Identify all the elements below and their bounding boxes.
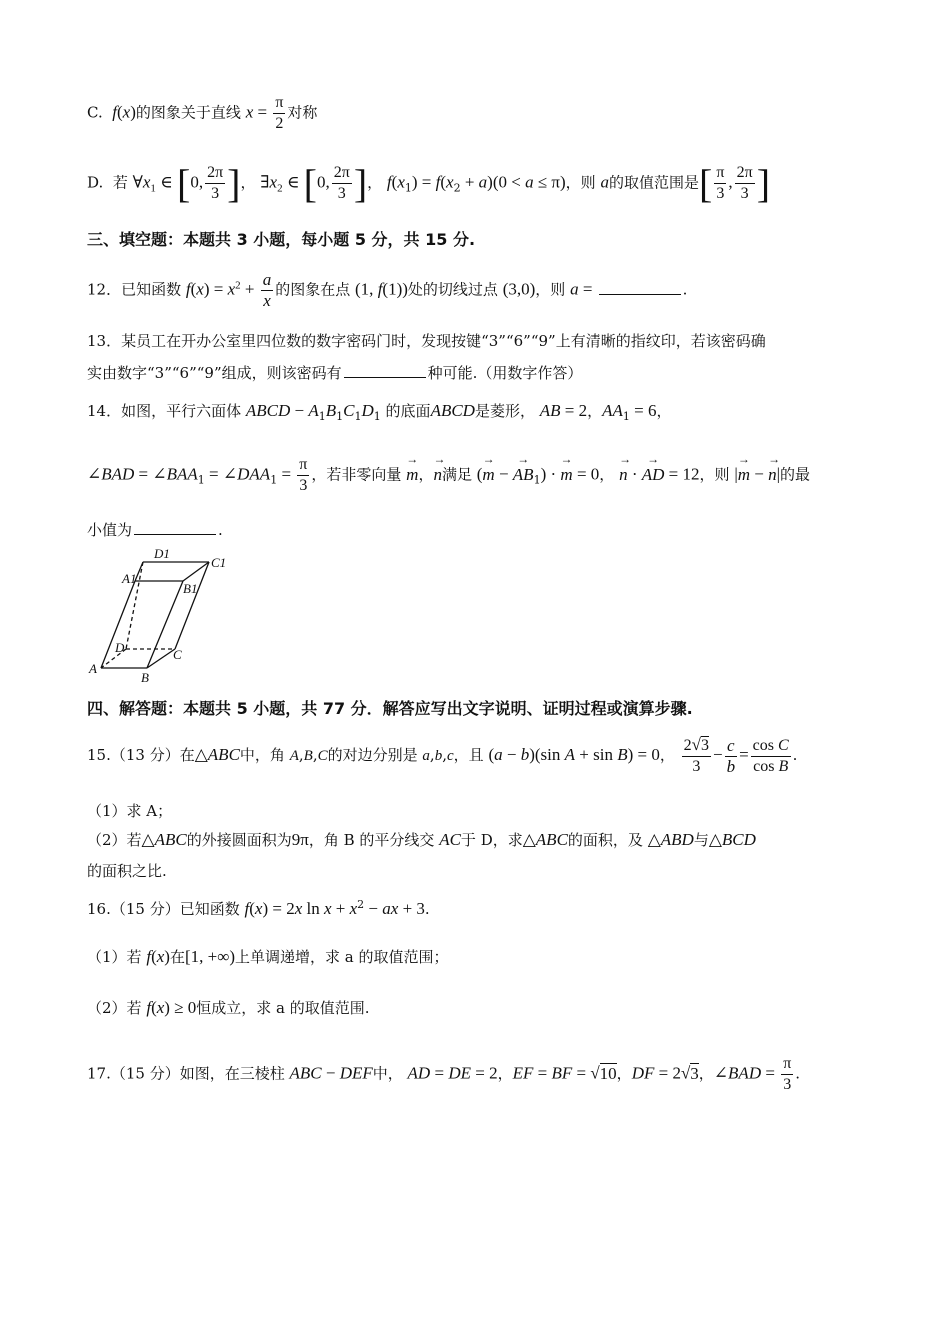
question-13-line1: 13．某员工在开办公室里四位数的数字密码门时，发现按键“3”“6”“9”上有清晰的指纹印，若该密码确 bbox=[87, 332, 766, 350]
question-13-line2: 实由数字“3”“6”“9”组成，则该密码有 种可能.（用数字作答） bbox=[87, 364, 583, 382]
question-14-line2: ∠BAD = $\angle BAA_1$ = $\angle DAA_1$ = $\frac{\pi}{3}$ ，若非零向量 → m，→ n满足 (→ m − → $AB_1$) · → m = 0， → n · → AD = 12，则 |→ m − → n|的最 bbox=[87, 455, 870, 496]
parallelepiped-figure bbox=[86, 545, 236, 685]
question-12: 12．已知函数 $f(x) = x^2$ + $\frac{a}{x}$ 的图象在点 (1, f(1))处的切线过点 (3,0)，则 a = . bbox=[87, 270, 688, 310]
question-15-part1: （1）求 A； bbox=[87, 802, 173, 820]
label-b1: B1 bbox=[183, 581, 198, 596]
question-15: 15.（13 分）在△ABC中，角 A,B,C的对边分别是 a,b,c，且 (a − b)(sin A + sin B) = 0， $\frac{2√3}{3}$ − $\frac{c}{b}$ = $\frac{\text{cos C}}{\text{cos B}}$ . bbox=[87, 735, 798, 776]
question-14-line3: 小值为 . bbox=[87, 521, 223, 539]
question-14-line1: 14．如图，平行六面体 ABCD − $A_1B_1C_1D_1$ 的底面ABCD是菱形， AB = 2，$AA_1 = 6$， bbox=[87, 401, 672, 423]
question-15-part2: （2）若△ABC的外接圆面积为9π，角 B 的平分线交 AC于 D，求△ABC的面积，及 △ABD与△BCD bbox=[87, 830, 756, 849]
answer-blank bbox=[599, 280, 681, 295]
answer-blank bbox=[134, 520, 216, 535]
question-15-part2-end: 的面积之比. bbox=[87, 862, 167, 880]
question-17: 17.（15 分）如图，在三棱柱 ABC − DEF中， AD = DE = 2，EF = BF = √10，DF = 2√3，∠BAD = $\frac{\pi}{3}$ . bbox=[87, 1055, 801, 1093]
label-b: B bbox=[141, 670, 149, 685]
section-4-title: 四、解答题：本题共 5 小题，共 77 分．解答应写出文字说明、证明过程或演算步骤. bbox=[87, 699, 693, 718]
label-c: C bbox=[173, 647, 182, 662]
label-d: D bbox=[115, 640, 125, 655]
question-16: 16.（15 分）已知函数 f(x) = 2x $\ln x + x^2$ − ax + 3. bbox=[87, 898, 430, 918]
label-d1: D1 bbox=[154, 546, 170, 561]
question-16-part2: （2）若 f(x) ≥ 0恒成立，求 a 的取值范围. bbox=[87, 998, 370, 1017]
answer-blank bbox=[344, 363, 426, 378]
option-d: D. 若 $\forall x_1$ ∈ [0, $\frac{2\pi}{3}$ ]， $\exists x_2$ ∈ [0, $\frac{2\pi}{3}$ ]， $f(x_1) = f(x_2 + a)(0 < a \le \pi)$，则 a的取值范围是[ $\frac{\pi}{3}$ , $\frac{2\pi}{3}$ ] bbox=[87, 161, 771, 206]
label-a1: A1 bbox=[122, 571, 137, 586]
question-16-part1: （1）若 f(x)在[1, +∞)上单调递增，求 a 的取值范围； bbox=[87, 947, 449, 966]
section-3-title: 三、填空题：本题共 3 小题，每小题 5 分，共 15 分. bbox=[87, 230, 476, 249]
label-c1: C1 bbox=[211, 555, 227, 570]
label-a: A bbox=[89, 661, 97, 676]
option-c: C. f(x)的图象关于直线 x = $\frac{\pi}{2}$ 对称 bbox=[87, 94, 318, 132]
